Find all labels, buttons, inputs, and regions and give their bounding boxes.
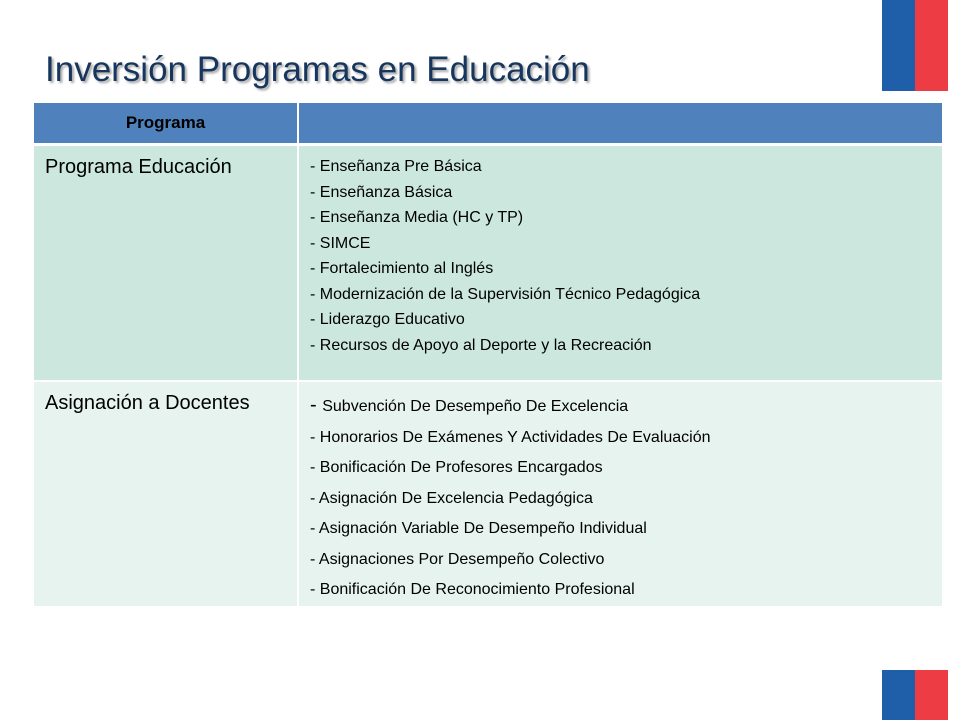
programs-table — [34, 103, 942, 606]
list-item: - Liderazgo Educativo — [310, 311, 465, 328]
program-items-cell — [298, 381, 942, 606]
program-items-list — [299, 382, 942, 606]
table-row — [34, 145, 942, 382]
list-item: - Subvención De Desempeño De Excelencia — [310, 394, 629, 416]
page-title: Inversión Programas en Educación — [45, 50, 590, 89]
list-item: - Enseñanza Pre Básica — [310, 158, 482, 175]
flag-blue-stripe — [882, 0, 915, 91]
program-name-cell — [34, 145, 298, 382]
program-name: Programa Educación — [45, 156, 232, 178]
list-item: - Honorarios De Exámenes Y Actividades De Evaluación — [310, 428, 711, 446]
list-item: - Enseñanza Media (HC y TP) — [310, 209, 524, 226]
chile-flag-stripe-bottom — [882, 670, 948, 720]
flag-red-stripe — [915, 0, 948, 91]
program-name: Asignación a Docentes — [45, 392, 250, 414]
list-item: - Enseñanza Básica — [310, 183, 453, 201]
program-name-cell — [34, 381, 298, 606]
header-programa: Programa — [34, 103, 298, 145]
program-items-list — [299, 146, 942, 358]
list-item: - Bonificación De Reconocimiento Profesional — [310, 581, 635, 598]
list-item: - Asignación Variable De Desempeño Individual — [310, 520, 647, 537]
list-item: - Asignaciones Por Desempeño Colectivo — [310, 550, 605, 568]
table-row — [34, 381, 942, 606]
program-items-cell — [298, 145, 942, 382]
list-item: - Fortalecimiento al Inglés — [310, 260, 494, 277]
chile-flag-stripe-top — [882, 0, 948, 91]
header-detail — [298, 103, 942, 145]
list-item: - SIMCE — [310, 234, 371, 252]
list-item: - Modernización de la Supervisión Técnico Pedagógica — [310, 285, 701, 303]
list-item: - Asignación De Excelencia Pedagógica — [310, 489, 593, 507]
table-header-row — [34, 103, 942, 145]
flag-blue-stripe — [882, 670, 915, 720]
list-item: - Recursos de Apoyo al Deporte y la Recreación — [310, 336, 652, 354]
list-item: - Bonificación De Profesores Encargados — [310, 459, 603, 476]
flag-red-stripe — [915, 670, 948, 720]
